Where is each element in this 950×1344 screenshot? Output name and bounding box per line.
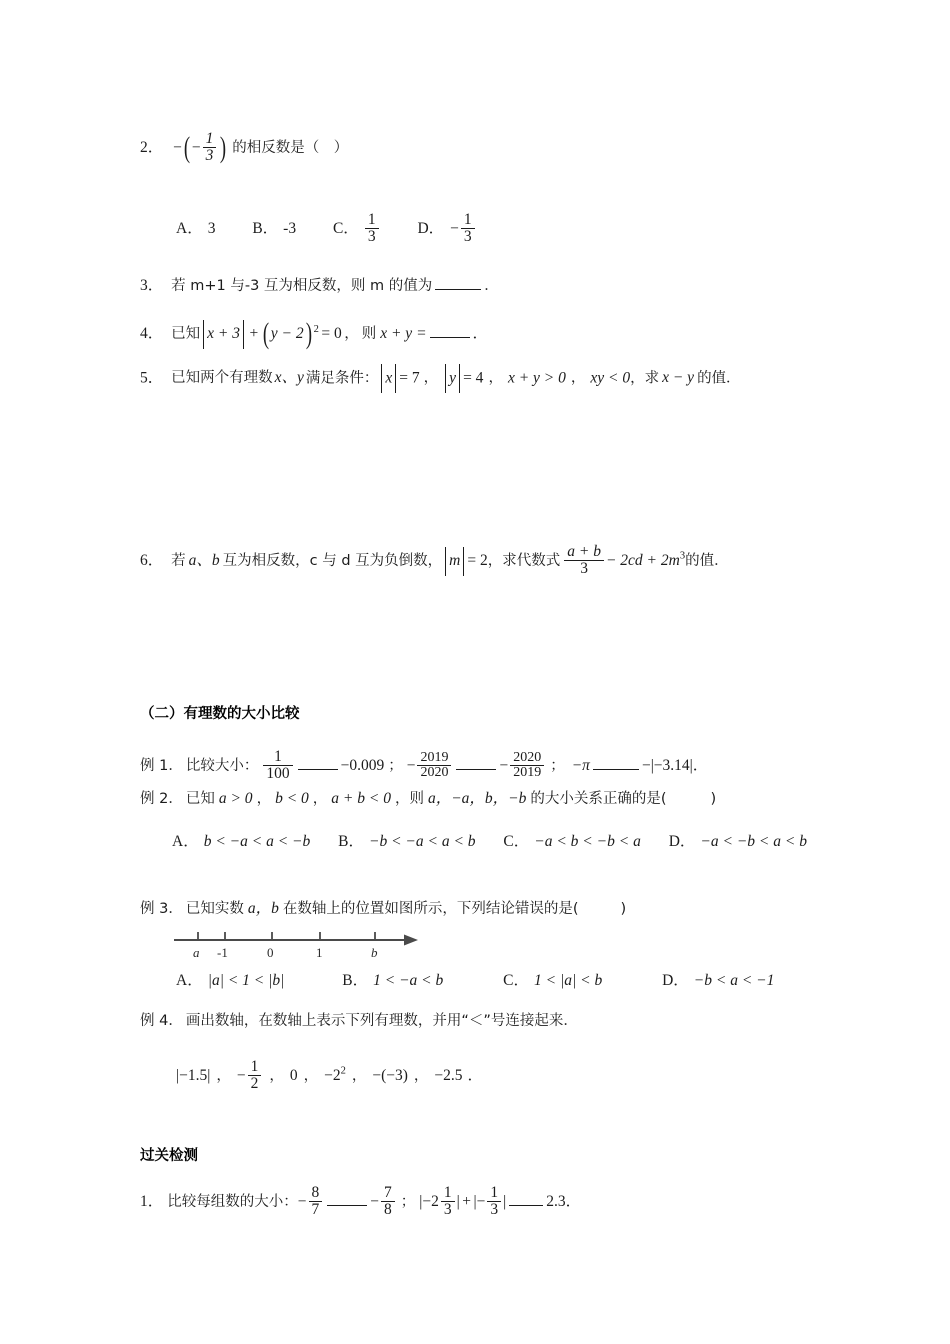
example-2-text-a: 已知 [185, 791, 215, 807]
example-2-answer-paren[interactable]: ) [710, 791, 717, 807]
example-2: 例 2． 已知 a > 0 ， b < 0 ， a + b < 0 ，则 a，−a，b，−b 的大小关系正确的是( ) [140, 790, 717, 807]
equals-seven: = 7 [399, 369, 420, 387]
compare-blank-2[interactable] [456, 758, 496, 770]
number-line-label-0: 0 [267, 945, 274, 960]
value: b < −a < a < −b [203, 833, 311, 850]
denominator: 2020 [417, 765, 451, 780]
mixed-fraction-1-3 [441, 1185, 455, 1218]
abs-content: x + 3 [207, 325, 240, 343]
minus-left: − [297, 1192, 307, 1210]
question-2-text: 的相反数是（ ） [232, 140, 349, 157]
paren-open: ( [262, 317, 269, 350]
value: −a < −b < a < b [700, 833, 807, 850]
value: −a < b < −b < a [534, 833, 641, 850]
variables-ab: a，b [247, 900, 279, 917]
checkpoint-question-1 [140, 1186, 581, 1219]
condition-sum: x + y > 0 [507, 369, 566, 387]
condition-sum-negative: a + b < 0 [331, 790, 391, 807]
fraction-8-over-7 [309, 1185, 323, 1218]
question-4-text: 已知 [171, 326, 201, 343]
period: ． [692, 756, 709, 774]
example-4 [140, 1012, 578, 1030]
example-2-text-c: 的大小关系正确的是( [530, 791, 667, 807]
axis-arrow-head [404, 935, 418, 946]
example-3-options [176, 972, 774, 989]
exponent: 2 [340, 1065, 346, 1077]
fraction-1-over-3 [487, 1185, 501, 1218]
question-5-text-c: ，求 [630, 370, 660, 387]
example-1-text: 比较大小： [185, 757, 259, 774]
number-neg-half [248, 1059, 262, 1092]
abs-mixed-1-close: | [456, 1192, 460, 1210]
number-2-sign: − [236, 1066, 246, 1084]
fraction-1-over-100 [263, 749, 292, 782]
example-3 [140, 900, 626, 918]
x-plus-y: x + y = [380, 325, 427, 343]
separator: ； [400, 1193, 416, 1210]
numerator: 7 [384, 1184, 392, 1201]
plus-sign: + [462, 1192, 471, 1210]
ex3-option-d[interactable] [662, 972, 774, 989]
numerator: 1 [490, 1184, 499, 1201]
abs-y: y [449, 369, 457, 387]
squared-content: y − 2 [270, 325, 304, 343]
example-3-answer-paren[interactable]: ) [620, 901, 627, 917]
question-5-text-a: 已知两个有理数 [171, 370, 273, 387]
period: ． [565, 1192, 582, 1210]
numerator: 2020 [513, 749, 542, 765]
fraction-2019-over-2020 [417, 751, 451, 781]
checkpoint-q1-text: 比较每组数的大小： [167, 1193, 298, 1210]
denominator: 8 [381, 1201, 395, 1218]
expression-tail: − 2cd + 2m [605, 551, 680, 569]
inner-minus: − [191, 139, 201, 157]
plus-sign: + [249, 325, 259, 343]
ex2-option-a[interactable] [172, 833, 310, 850]
fraction-2020-over-2019 [510, 751, 544, 781]
period: ． [467, 1066, 484, 1084]
checkpoint-heading: 过关检测 [140, 1148, 198, 1164]
number-line-label-b: b [371, 945, 378, 960]
equals-four: = 4 [463, 369, 484, 387]
abs-bar-left [203, 320, 204, 349]
ex3-option-a[interactable] [176, 972, 284, 989]
number-line-figure [172, 928, 422, 960]
denominator: 3 [564, 560, 604, 577]
example-3-number: 例 3． [140, 901, 183, 917]
separator-2: ； [550, 757, 565, 774]
value-2-3: 2.3 [546, 1192, 566, 1210]
fraction-7-over-8 [381, 1185, 395, 1218]
option-d-sign: − [450, 219, 459, 237]
option-a-value: 3 [207, 219, 216, 237]
value: 1 < −a < b [373, 972, 444, 989]
question-6 [140, 545, 729, 578]
checkpoint-blank-2[interactable] [509, 1194, 543, 1206]
question-6-text-c: ，求代数式 [487, 552, 561, 569]
denominator: 3 [461, 228, 475, 245]
question-3 [140, 277, 499, 295]
value-neg-abs-314: −|−3.14| [641, 756, 693, 774]
example-1 [140, 750, 708, 783]
example-4-number: 例 4． [140, 1013, 183, 1029]
example-2-options [172, 833, 807, 850]
paren-close: ) [305, 317, 312, 350]
question-2 [140, 132, 348, 165]
exponent-3: 3 [679, 550, 686, 562]
paren-open: ( [183, 131, 190, 164]
compare-blank-3[interactable] [593, 758, 639, 770]
denominator: 3 [441, 1201, 455, 1218]
denominator: 3 [365, 228, 379, 245]
number-line-label-1: 1 [316, 945, 323, 960]
option-a-label: A． [176, 219, 203, 237]
separator-1: ； [388, 757, 403, 774]
question-3-text: 若 m+1 与-3 互为相反数，则 m 的值为 [171, 278, 433, 294]
numerator: 1 [367, 211, 376, 228]
comma: ， [344, 326, 359, 343]
abs-bar-right-y [459, 364, 460, 393]
value: |a| < 1 < |b| [207, 972, 285, 989]
period: ． [472, 325, 489, 343]
number-line-label-minus-1: -1 [217, 945, 228, 960]
question-5-text-d: 的值． [697, 370, 741, 387]
numerator: 1 [205, 130, 214, 148]
number-neg-neg-3: −(−3) [372, 1066, 408, 1084]
question-3-period: ． [484, 278, 499, 294]
numerator: 1 [443, 1184, 452, 1201]
abs-x: x [385, 369, 393, 387]
number-line-svg [172, 928, 422, 950]
number-neg-2-squared: −2 [324, 1066, 341, 1084]
denominator: 3 [203, 147, 217, 164]
value: 1 < |a| < b [534, 972, 603, 989]
option-c-label: C． [332, 219, 359, 237]
question-4-number: 4． [140, 325, 164, 343]
variable-list: a，−a，b，−b [427, 790, 527, 807]
variables-ab: a、b [188, 551, 220, 569]
denominator: 2019 [510, 765, 544, 780]
condition-b-negative: b < 0 [275, 790, 309, 807]
question-6-text-a: 若 [171, 552, 186, 569]
number-abs-1-5: |−1.5| [176, 1066, 211, 1084]
question-4 [140, 318, 488, 351]
example-3-text-a: 已知实数 [185, 901, 244, 917]
question-6-number: 6． [140, 551, 164, 569]
abs-bar-left-y [445, 364, 446, 393]
option-c-fraction [365, 212, 379, 245]
then-text: 则 [361, 326, 377, 343]
option-c[interactable] [333, 213, 381, 246]
numerator: 8 [311, 1184, 320, 1201]
minus-sign: − [173, 139, 182, 157]
option-b[interactable] [252, 220, 296, 237]
label: B． [342, 972, 369, 989]
question-2-expression [173, 132, 228, 165]
label: C． [503, 833, 530, 850]
numerator: 1 [463, 211, 472, 228]
example-2-number: 例 2． [140, 791, 183, 807]
question-3-number: 3． [140, 277, 164, 294]
equals-two: = 2 [467, 551, 488, 569]
paren-close: ) [220, 131, 227, 164]
fraction-a-plus-b-over-3 [564, 544, 604, 577]
option-b-value: -3 [283, 219, 297, 237]
number-zero: 0 [289, 1066, 298, 1084]
compare-blank-1[interactable] [298, 758, 338, 770]
label: A． [172, 833, 199, 850]
condition-product: xy < 0 [590, 369, 631, 387]
example-4-numbers: |−1.5| ， − $\frac{1}{2}$ ， 0 ， $-2^2$ ， −(−3) ， −2.5 ． [176, 1058, 484, 1092]
ex2-option-c[interactable] [503, 833, 640, 850]
question-3-answer-blank[interactable] [435, 278, 481, 290]
numerator: 2019 [420, 749, 449, 765]
question-6-text-d: 的值． [685, 552, 729, 569]
number-line-label-a: a [193, 945, 200, 960]
numerator: 1 [250, 1058, 259, 1075]
option-a[interactable] [176, 220, 215, 237]
expression-x-minus-y: x − y [662, 369, 695, 387]
label: A． [176, 972, 203, 989]
minus-right: − [499, 756, 509, 774]
ex3-option-b[interactable] [342, 972, 443, 989]
abs-mixed-1-open: |−2 [419, 1192, 439, 1210]
abs-mixed-2-open: |− [473, 1192, 486, 1210]
question-5-number: 5． [140, 369, 164, 387]
example-3-text-b: 在数轴上的位置如图所示，下列结论错误的是( [282, 901, 579, 917]
ex2-option-b[interactable] [338, 833, 475, 850]
label: D． [662, 972, 689, 989]
value-neg-0009: −0.009 [340, 756, 385, 774]
question-2-number: 2． [140, 139, 164, 157]
variables: x、y [274, 369, 304, 387]
abs-bar-left-x [381, 364, 382, 393]
minus-right: − [370, 1192, 380, 1210]
abs-bar-right [243, 320, 244, 349]
label: B． [338, 833, 364, 850]
fraction-one-third [203, 131, 217, 164]
abs-m: m [449, 551, 461, 569]
abs-bar-right-m [463, 547, 464, 576]
minus-left: − [406, 756, 416, 774]
label: D． [668, 833, 696, 850]
section-heading-2: （二）有理数的大小比较 [140, 706, 300, 722]
label: C． [503, 972, 529, 989]
question-4-answer-blank[interactable] [430, 326, 470, 338]
question-5-text-b: 满足条件： [305, 370, 379, 387]
denominator: 100 [263, 765, 292, 782]
number-neg-2-5: −2.5 [434, 1066, 463, 1084]
checkpoint-blank-1[interactable] [327, 1194, 367, 1206]
example-1-number: 例 1． [140, 757, 183, 774]
ex2-option-d[interactable] [669, 833, 807, 850]
example-4-text: 画出数轴，在数轴上表示下列有理数，并用“＜”号连接起来． [185, 1013, 578, 1029]
abs-bar-left-m [445, 547, 446, 576]
abs-mixed-2-close: | [503, 1192, 507, 1210]
checkpoint-q1-number: 1． [140, 1192, 164, 1210]
equals-zero: = 0 [321, 325, 342, 343]
option-d[interactable] [417, 213, 476, 246]
example-2-text-b: ，则 [394, 791, 424, 807]
question-6-text-b: 互为相反数，c 与 d 互为负倒数， [222, 552, 443, 569]
value: −b < a < −1 [693, 972, 775, 989]
abs-bar-right-x [395, 364, 396, 393]
exponent: 2 [313, 323, 319, 335]
question-2-options [176, 213, 477, 246]
denominator: 7 [309, 1201, 323, 1218]
value-neg-pi: −π [571, 756, 590, 774]
ex3-option-c[interactable] [503, 972, 602, 989]
denominator: 2 [248, 1075, 262, 1092]
option-d-fraction [461, 212, 475, 245]
condition-a-positive: a > 0 [218, 790, 253, 807]
denominator: 3 [487, 1201, 501, 1218]
value: −b < −a < a < b [368, 833, 476, 850]
question-5: 5． 已知两个有理数 x、y 满足条件： x = 7 ， y = 4 ， x + y > 0 ， xy < 0，求 x − y 的值． [140, 364, 741, 393]
numerator: 1 [274, 748, 282, 765]
numerator: a + b [567, 543, 601, 560]
option-d-label: D． [417, 219, 445, 237]
option-b-label: B． [252, 219, 279, 237]
